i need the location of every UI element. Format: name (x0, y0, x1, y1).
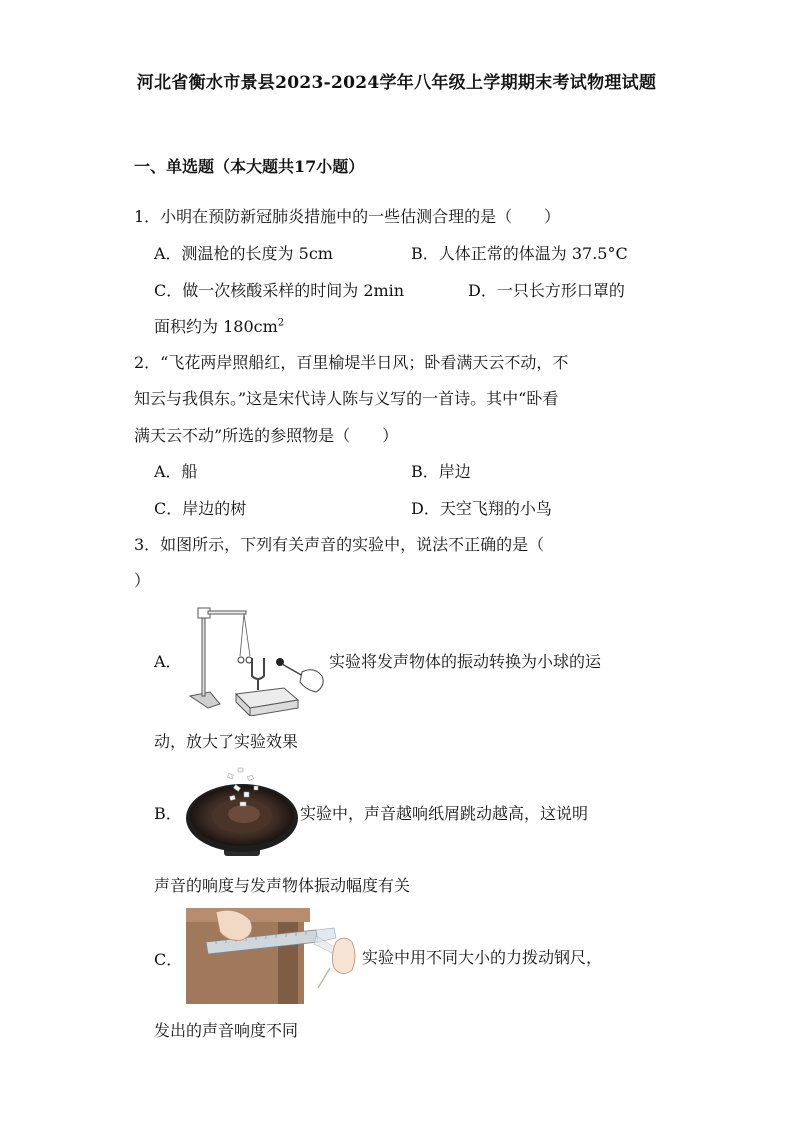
q2-option-d: D．天空飞翔的小鸟 (411, 499, 552, 518)
q2-line-2: 知云与我俱东。”这是宋代诗人陈与义写的一首诗。其中“卧看 (134, 389, 559, 408)
page-title: 河北省衡水市景县2023-2024学年八年级上学期期末考试物理试题 (136, 73, 657, 93)
q3-line-1: 3．如图所示，下列有关声音的实验中，说法不正确的是（ (134, 535, 545, 554)
q3-line-2: ） (134, 571, 151, 590)
q3-option-c-text-2: 发出的声音响度不同 (154, 1021, 299, 1040)
speaker-paper-scraps-figure (184, 764, 300, 862)
q3-option-b-text-1: 实验中，声音越响纸屑跳动越高，这说明 (300, 804, 589, 823)
q1-option-d: D．一只长方形口罩的 (468, 281, 625, 300)
q3-option-c-label: C． (154, 950, 183, 969)
section-heading: 一、单选题（本大题共17小题） (134, 157, 365, 176)
q3-option-a-label: A． (154, 652, 182, 671)
q1-option-d-area: 面积约为 180cm (154, 317, 278, 336)
q3-option-b-text-2: 声音的响度与发声物体振动幅度有关 (154, 876, 411, 895)
q2-line-3: 满天云不动”所选的参照物是（ ） (134, 426, 399, 445)
tuning-fork-pendulum-figure (186, 604, 328, 716)
q1-option-c: C．做一次核酸采样的时间为 2min (154, 281, 405, 300)
q3-option-a-text-2: 动，放大了实验效果 (154, 732, 299, 751)
q3-option-c-text-1: 实验中用不同大小的力拨动钢尺， (362, 948, 603, 967)
q1-option-d-sup: 2 (277, 317, 285, 329)
steel-ruler-table-figure (186, 908, 362, 1004)
q3-option-a-text-1: 实验将发声物体的振动转换为小球的运 (329, 652, 602, 671)
q2-option-a: A．船 (154, 462, 198, 481)
q1-stem: 1．小明在预防新冠肺炎措施中的一些估测合理的是（ ） (134, 207, 561, 226)
q2-line-1: 2．“飞花两岸照船红，百里榆堤半日风；卧看满天云不动，不 (134, 353, 569, 372)
q1-option-b: B．人体正常的体温为 37.5°C (411, 244, 628, 263)
q1-option-a: A．测温枪的长度为 5cm (154, 244, 333, 263)
q1-option-d-cont (154, 317, 284, 337)
q3-option-b-label: B． (154, 804, 182, 823)
q2-option-c: C．岸边的树 (154, 499, 247, 518)
q2-option-b: B．岸边 (411, 462, 471, 481)
